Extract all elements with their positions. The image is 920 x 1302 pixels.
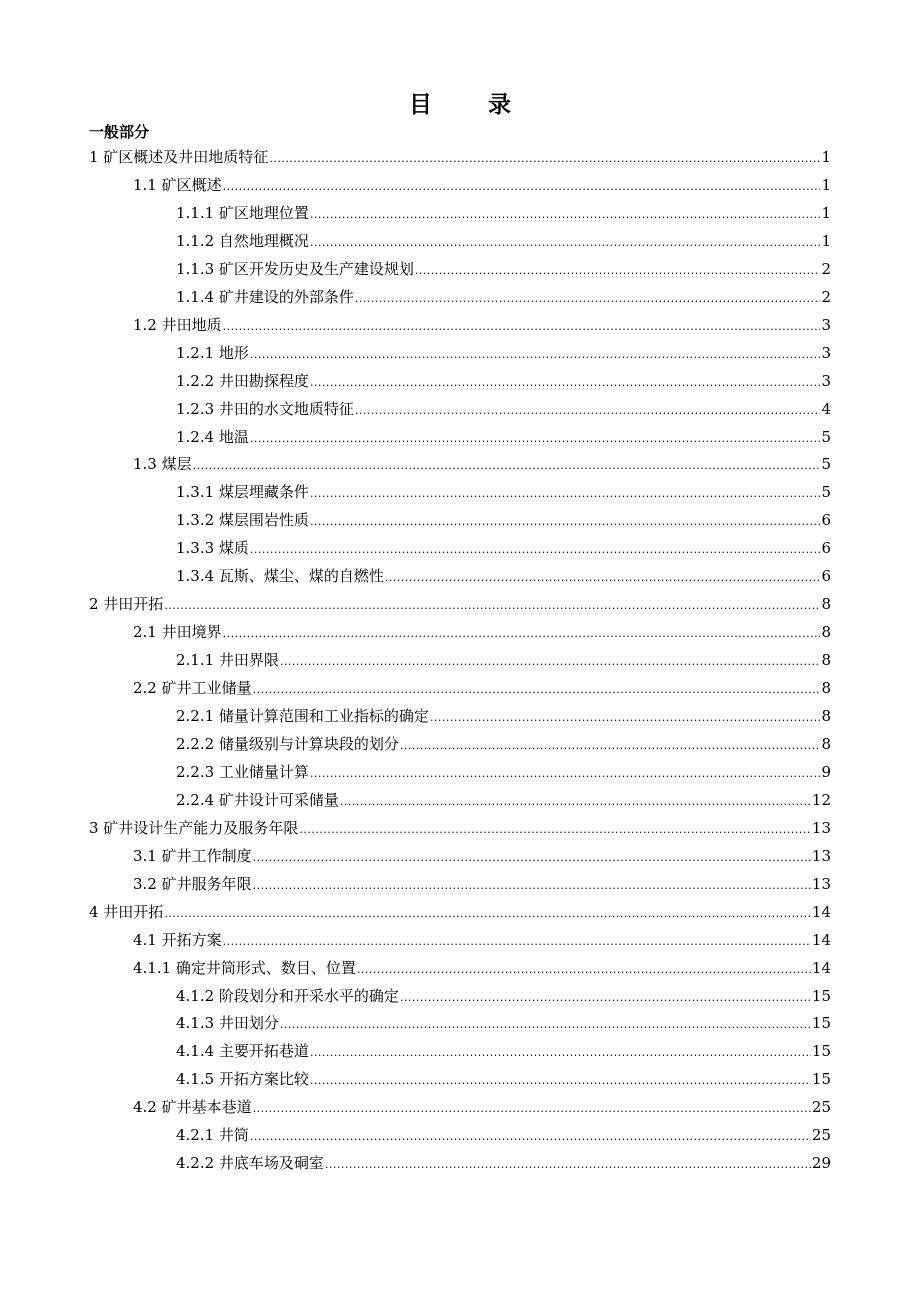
toc-dot-leader [415,263,821,279]
toc-entry-label: 1.2.3 井田的水文地质特征 [176,399,354,418]
toc-entry-page-number: 1 [821,203,831,222]
toc-dot-leader [280,1017,811,1033]
toc-entry-label: 4.1.5 开拓方案比较 [176,1070,309,1089]
toc-entry-label: 1.1 矿区概述 [133,175,222,194]
toc-dot-leader [223,319,821,335]
toc-entry-label: 1.3 煤层 [133,455,192,474]
toc-entry-label: 1.3.1 煤层埋藏条件 [176,483,309,502]
toc-dot-leader [400,738,821,754]
toc-dot-leader [253,850,811,866]
toc-entry[interactable] [176,564,831,586]
toc-entry[interactable] [133,928,831,950]
toc-entry-page-number: 14 [811,902,831,921]
toc-entry[interactable] [89,145,831,167]
toc-dot-leader [250,431,821,447]
toc-entry-label: 1.2.2 井田勘探程度 [176,371,309,390]
toc-entry[interactable] [176,1123,831,1145]
toc-entry[interactable] [176,508,831,530]
toc-entry-page-number: 8 [821,651,831,670]
toc-dot-leader [253,1101,811,1117]
toc-entry-label: 4.1.4 主要开拓巷道 [176,1042,309,1061]
toc-entry-page-number: 5 [821,427,831,446]
toc-entry[interactable] [133,173,831,195]
toc-dot-leader [357,962,811,978]
toc-entry-page-number: 14 [811,958,831,977]
page-title: 目 录 [408,92,535,118]
toc-entry[interactable] [176,648,831,670]
toc-entry[interactable] [176,229,831,251]
toc-entry[interactable] [133,956,831,978]
toc-entry[interactable] [176,480,831,502]
toc-entry-page-number: 8 [821,734,831,753]
toc-entry-page-number: 13 [811,874,831,893]
toc-entry[interactable] [133,620,831,642]
toc-entry[interactable] [176,341,831,363]
toc-entry[interactable] [176,732,831,754]
toc-dot-leader [385,570,821,586]
toc-entry-page-number: 14 [811,930,831,949]
toc-entry[interactable] [89,900,831,922]
toc-entry-label: 4.2.2 井底车场及硐室 [176,1154,324,1173]
toc-entry-page-number: 3 [821,343,831,362]
toc-dot-leader [340,794,811,810]
toc-entry-label: 2.1 井田境界 [133,623,222,642]
toc-entry-label: 1.2 井田地质 [133,315,222,334]
toc-entry-page-number: 25 [811,1098,831,1117]
toc-entry-label: 4.1.2 阶段划分和开采水平的确定 [176,986,399,1005]
toc-entry-page-number: 29 [811,1154,831,1173]
toc-dot-leader [223,934,811,950]
toc-entry[interactable] [89,816,831,838]
toc-dot-leader [250,347,821,363]
toc-entry[interactable] [133,452,831,474]
toc-entry-label: 1.1.2 自然地理概况 [176,231,309,250]
toc-dot-leader [280,654,821,670]
toc-entry[interactable] [176,425,831,447]
toc-entry-label: 1 矿区概述及井田地质特征 [89,148,269,166]
toc-dot-leader [310,207,821,223]
toc-dot-leader [253,682,821,698]
toc-entry-page-number: 8 [821,623,831,642]
toc-dot-leader [355,403,821,419]
toc-entry-label: 4.1.3 井田划分 [176,1014,279,1033]
toc-entry-page-number: 1 [821,175,831,194]
toc-entry-page-number: 1 [821,231,831,250]
toc-dot-leader [430,710,821,726]
toc-entry-page-number: 3 [821,315,831,334]
toc-dot-leader [325,1157,811,1173]
toc-dot-leader [250,1129,811,1145]
toc-entry-label: 2.2.1 储量计算范围和工业指标的确定 [176,707,429,725]
toc-dot-leader [223,626,821,642]
toc-entry-label: 2.2 矿井工业储量 [133,679,252,698]
toc-entry[interactable] [176,201,831,223]
toc-entry[interactable] [176,285,831,307]
toc-entry[interactable] [176,536,831,558]
toc-entry-page-number: 4 [821,399,831,418]
toc-entry[interactable] [176,788,831,810]
toc-entry-label: 1.3.4 瓦斯、煤尘、煤的自燃性 [176,567,384,586]
toc-dot-leader [400,990,811,1006]
toc-entry-label: 4 井田开拓 [89,902,164,921]
toc-entry-page-number: 5 [821,455,831,474]
toc-dot-leader [193,458,821,474]
toc-entry-label: 2.1.1 井田界限 [176,651,279,670]
toc-entry[interactable] [133,313,831,335]
toc-dot-leader [269,151,820,167]
toc-entry[interactable] [176,257,831,279]
toc-dot-leader [164,598,820,614]
toc-dot-leader [310,1045,811,1061]
toc-entry-page-number: 9 [821,762,831,781]
toc-entry[interactable] [133,676,831,698]
toc-dot-leader [253,878,811,894]
toc-entry-page-number: 15 [811,1014,831,1033]
toc-entry-page-number: 25 [811,1126,831,1145]
toc-entry-page-number: 13 [811,846,831,865]
toc-dot-leader [164,906,811,922]
toc-entry-label: 4.1.1 确定井筒形式、数目、位置 [133,958,356,977]
toc-entry-page-number: 2 [821,287,831,306]
toc-entry-page-number: 3 [821,371,831,390]
toc-entry-label: 3.1 矿井工作制度 [133,846,252,865]
toc-entry-label: 1.2.1 地形 [176,343,249,362]
toc-entry-page-number: 5 [821,483,831,502]
toc-entry-label: 1.1.3 矿区开发历史及生产建设规划 [176,259,414,278]
toc-entry-page-number: 1 [821,148,831,166]
toc-entry[interactable] [176,1067,831,1089]
toc-dot-leader [223,179,821,195]
toc-entry-label: 1.2.4 地温 [176,427,249,446]
toc-dot-leader [355,291,821,307]
toc-dot-leader [310,486,821,502]
toc-entry-page-number: 6 [821,567,831,586]
toc-entry[interactable] [176,369,831,391]
toc-dot-leader [310,375,821,391]
toc-entry-page-number: 8 [821,707,831,725]
toc-dot-leader [310,1073,811,1089]
toc-entry-page-number: 13 [811,818,831,837]
toc-entry-label: 2 井田开拓 [89,595,164,614]
toc-entry[interactable] [133,872,831,894]
toc-entry[interactable] [176,397,831,419]
toc-entry-label: 4.1 开拓方案 [133,930,222,949]
toc-entry-page-number: 2 [821,259,831,278]
toc-dot-leader [310,514,821,530]
toc-entry-page-number: 15 [811,1042,831,1061]
toc-entry-page-number: 15 [811,1070,831,1089]
toc-entry[interactable] [176,760,831,782]
toc-entry-label: 1.3.2 煤层围岩性质 [176,511,309,530]
section-heading: 一般部分 [89,123,150,141]
toc-entry-label: 3 矿井设计生产能力及服务年限 [89,818,299,837]
toc-entry-label: 4.2 矿井基本巷道 [133,1098,252,1117]
toc-entry-label: 4.2.1 井筒 [176,1126,249,1145]
toc-entry-page-number: 6 [821,511,831,530]
toc-entry-page-number: 8 [821,595,831,614]
toc-entry-page-number: 15 [811,986,831,1005]
toc-entry[interactable] [176,1039,831,1061]
toc-entry-label: 1.1.4 矿井建设的外部条件 [176,287,354,306]
toc-dot-leader [310,235,821,251]
toc-entry-page-number: 6 [821,539,831,558]
toc-entry[interactable] [176,984,831,1006]
toc-entry[interactable] [133,1095,831,1117]
toc-entry[interactable] [176,1011,831,1033]
toc-entry[interactable] [176,1151,831,1173]
toc-entry-label: 2.2.3 工业储量计算 [176,762,309,781]
toc-entry-label: 3.2 矿井服务年限 [133,874,252,893]
toc-entry-page-number: 12 [811,790,831,809]
toc-dot-leader [299,822,811,838]
toc-dot-leader [250,542,821,558]
toc-entry-label: 1.3.3 煤质 [176,539,249,558]
toc-entry[interactable] [89,592,831,614]
toc-entry-label: 1.1.1 矿区地理位置 [176,203,309,222]
toc-entry-label: 2.2.2 储量级别与计算块段的划分 [176,734,399,753]
toc-entry-label: 2.2.4 矿井设计可采储量 [176,790,339,809]
toc-entry[interactable] [133,844,831,866]
toc-entry-page-number: 8 [821,679,831,698]
toc-entry[interactable] [176,704,831,726]
toc-dot-leader [310,766,821,782]
